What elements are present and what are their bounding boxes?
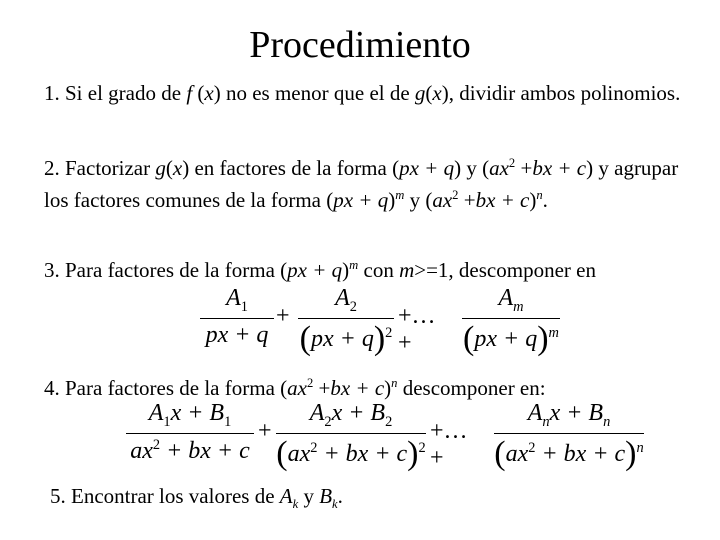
step-3: 3. Para factores de la forma (px + q)$^m$ con m>=1, descomponer en bbox=[44, 258, 596, 282]
fraction-q1: $A_1x + B_1$ $ax^2$ + bx + c bbox=[126, 400, 254, 472]
fraction-m: $A_m$ (px + q)$^m$ bbox=[463, 285, 559, 357]
step-5: 5. Encontrar los valores de $A_k$ y $B_k$. bbox=[50, 484, 343, 512]
fraction-qn: $A_nx + B_n$ ($ax^2$ + bx + c)$^n$ bbox=[494, 400, 644, 472]
step-2: 2. Factorizar g(x) en factores de la forma (px + q) y $(ax^2 +bx + c)$ y agrupar los factores comunes de la forma (px + q)$^m$ y $(ax^2 +bx + c)^n$. bbox=[44, 156, 679, 212]
fraction-2: $A_2$ (px + q)$^2$ bbox=[299, 285, 393, 357]
fraction-q2: $A_2x + B_2$ ($ax^2$ + bx + c)$^2$ bbox=[276, 400, 426, 472]
step-4: 4. Para factores de la forma $(ax^2 +bx + c)^n$ descomponer en: bbox=[44, 376, 546, 400]
plus-sign: + bbox=[258, 418, 272, 444]
plus-sign: + bbox=[276, 303, 290, 329]
ellipsis-plus: +…+ bbox=[398, 303, 436, 356]
step-1: 1. Si el grado de f (x) no es menor que el de g(x), dividir ambos polinomios. bbox=[44, 81, 681, 105]
ellipsis-plus: +…+ bbox=[430, 418, 468, 471]
fraction-1: $A_1$ px + q bbox=[200, 285, 274, 355]
page-title: Procedimiento bbox=[249, 24, 471, 66]
